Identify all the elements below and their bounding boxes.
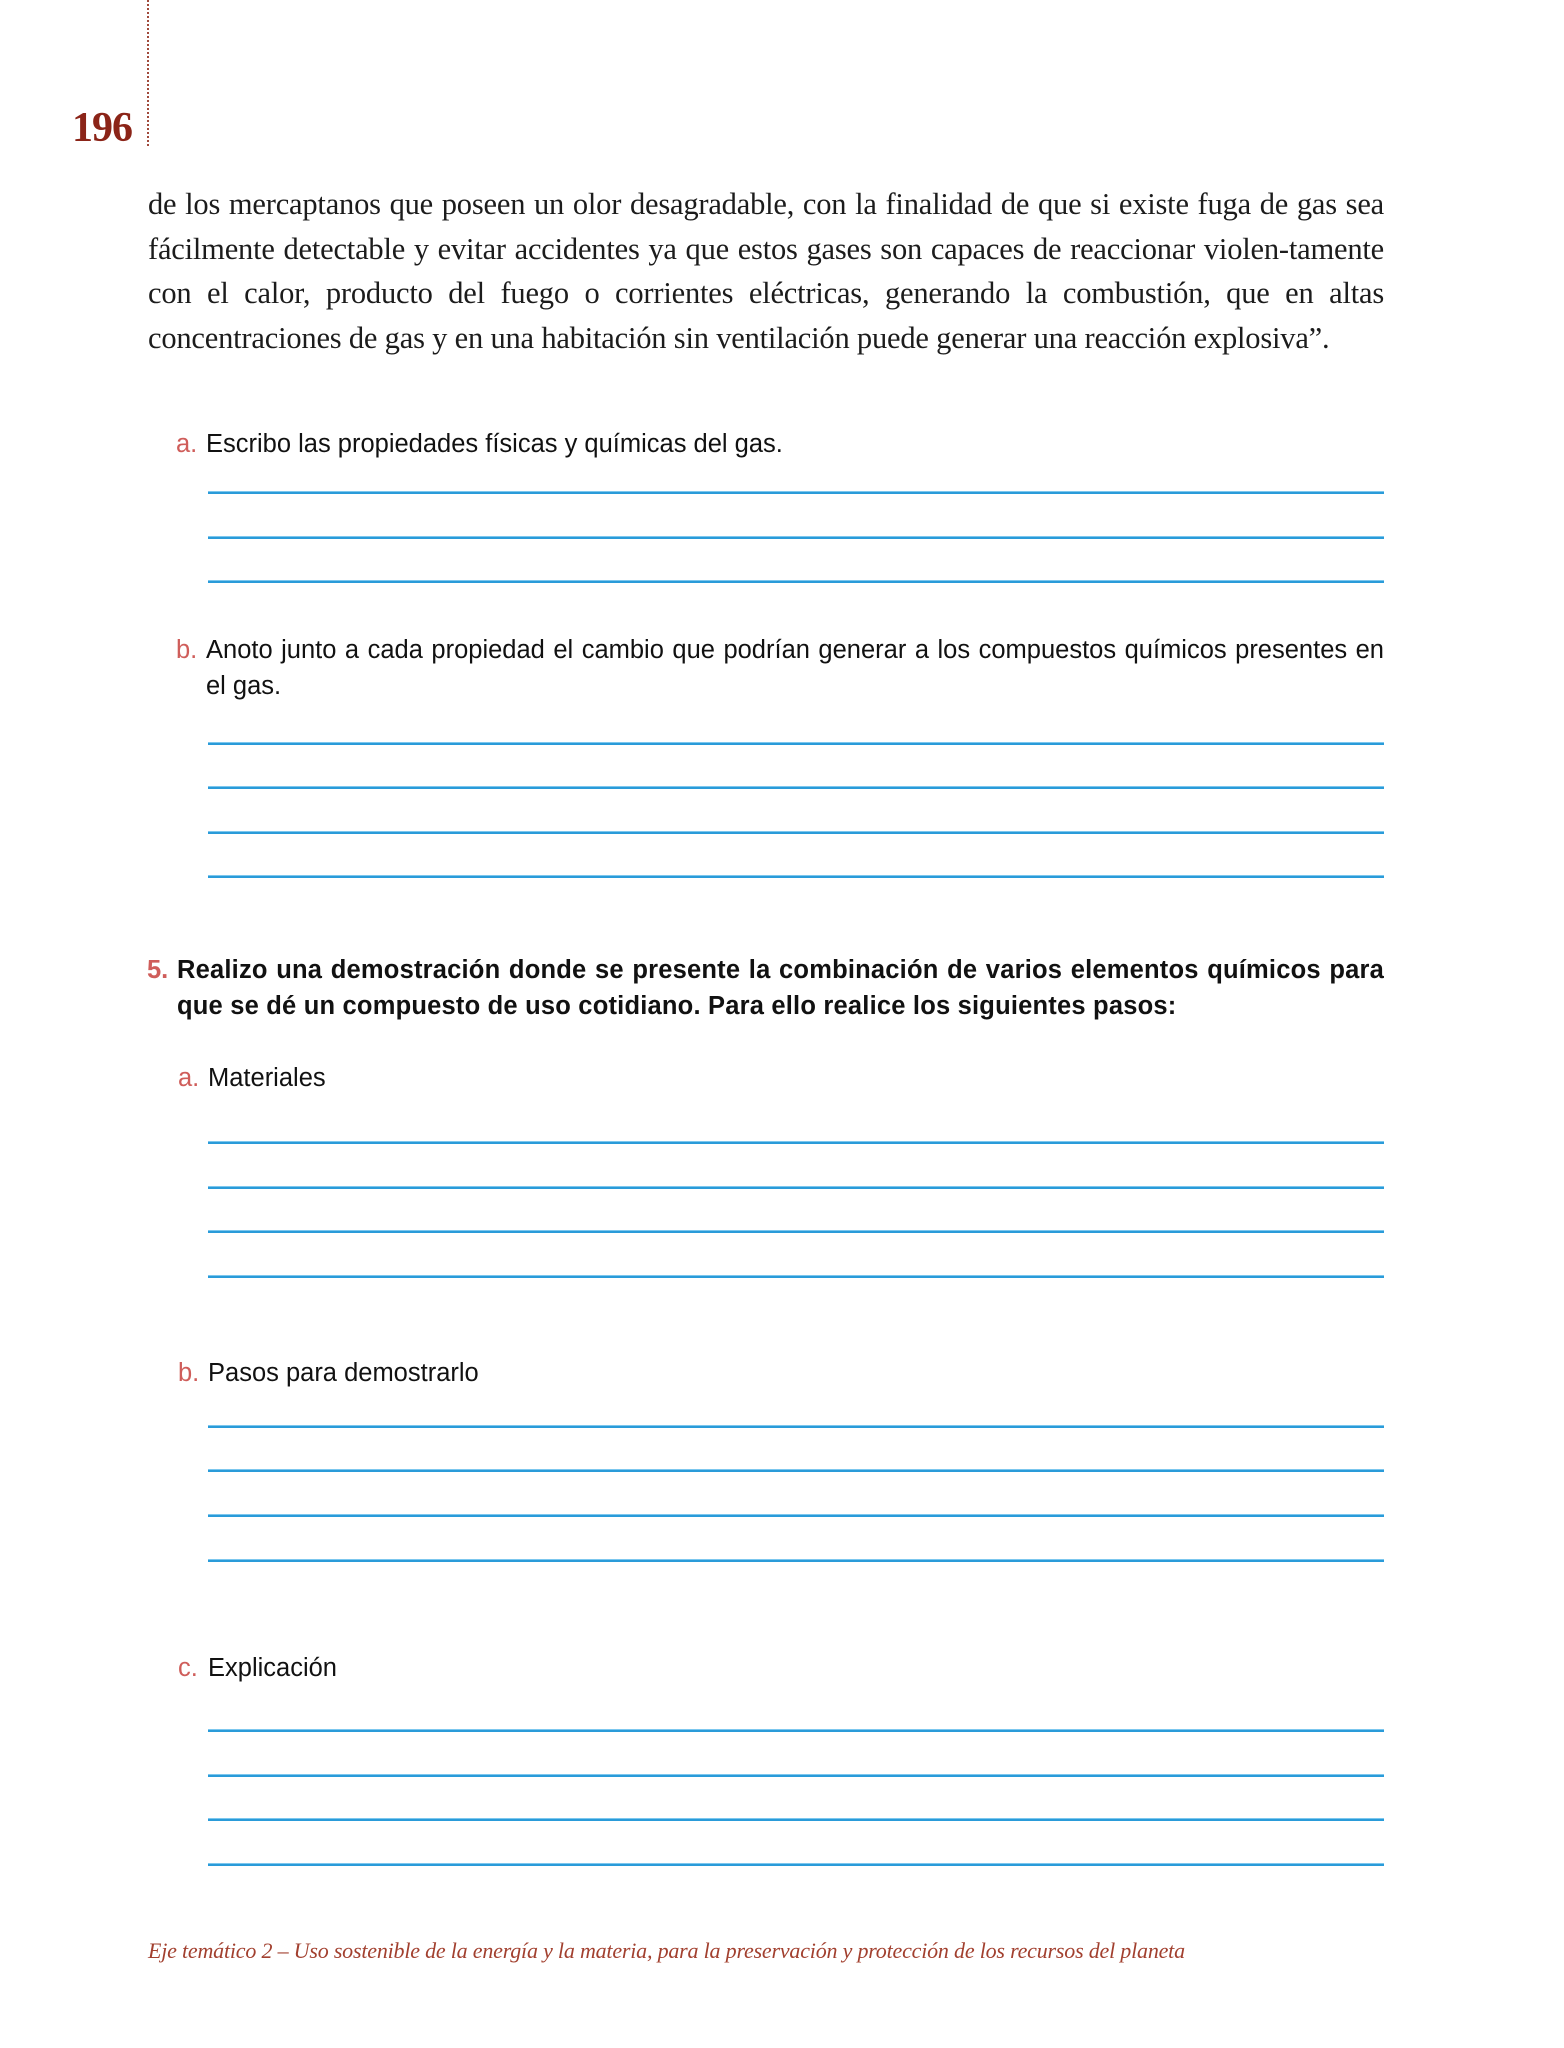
answer-line-4b-1[interactable] (208, 742, 1384, 745)
question-5c (178, 1650, 1384, 1686)
intro-paragraph: de los mercaptanos que poseen un olor desagradable, con la finalidad de que si existe fuga de gas sea fácilmente detectable y evitar accidentes ya que estos gases son capaces de reaccionar violen-tamente con el calor, producto del fuego o corrientes eléctricas, generando la combustión, que en altas concentraciones de gas y en una habitación sin ventilación puede generar una reacción explosiva”. (148, 187, 1384, 355)
answer-line-5a-2[interactable] (208, 1186, 1384, 1189)
margin-dotted-rule (147, 0, 149, 146)
answer-line-5a-4[interactable] (208, 1275, 1384, 1278)
question-5a-text: Materiales (208, 1064, 326, 1092)
answer-line-4a-3[interactable] (208, 580, 1384, 583)
question-4a (176, 426, 1384, 462)
answer-line-5c-3[interactable] (208, 1818, 1384, 1821)
question-5-label: 5. (147, 956, 169, 984)
question-4b (176, 632, 1384, 704)
question-4b-text: Anoto junto a cada propiedad el cambio que podrían generar a los compuestos químicos presentes en el gas. (206, 636, 1384, 700)
answer-line-4a-1[interactable] (208, 491, 1384, 494)
answer-line-5c-4[interactable] (208, 1863, 1384, 1866)
answer-line-5b-3[interactable] (208, 1514, 1384, 1517)
answer-line-5a-3[interactable] (208, 1230, 1384, 1233)
answer-line-4a-2[interactable] (208, 536, 1384, 539)
answer-line-5b-4[interactable] (208, 1559, 1384, 1562)
question-5b-label: b. (178, 1359, 200, 1387)
question-5-text: Realizo una demostración donde se presente la combinación de varios elementos químicos para que se dé un compuesto de uso cotidiano. Para ello realice los siguientes pasos: (177, 956, 1384, 1020)
question-5b-text: Pasos para demostrarlo (208, 1359, 479, 1387)
answer-line-5c-2[interactable] (208, 1774, 1384, 1777)
question-5c-label: c. (178, 1654, 198, 1682)
answer-line-4b-2[interactable] (208, 786, 1384, 789)
answer-line-4b-4[interactable] (208, 875, 1384, 878)
question-4b-label: b. (176, 636, 198, 664)
question-5c-text: Explicación (208, 1654, 337, 1682)
question-5a (178, 1060, 1384, 1096)
answer-line-5b-1[interactable] (208, 1425, 1384, 1428)
answer-line-5c-1[interactable] (208, 1729, 1384, 1732)
question-4a-label: a. (176, 430, 198, 458)
footer-running-title: Eje temático 2 – Uso sostenible de la energía y la materia, para la preservación y protección de los recursos del planeta (148, 1938, 1185, 1963)
page-number: 196 (72, 105, 132, 151)
question-5b (178, 1355, 1384, 1391)
answer-line-5a-1[interactable] (208, 1141, 1384, 1144)
answer-line-5b-2[interactable] (208, 1469, 1384, 1472)
question-5 (147, 952, 1384, 1024)
question-4a-text: Escribo las propiedades físicas y químicas del gas. (206, 430, 783, 458)
answer-line-4b-3[interactable] (208, 831, 1384, 834)
question-5a-label: a. (178, 1064, 200, 1092)
